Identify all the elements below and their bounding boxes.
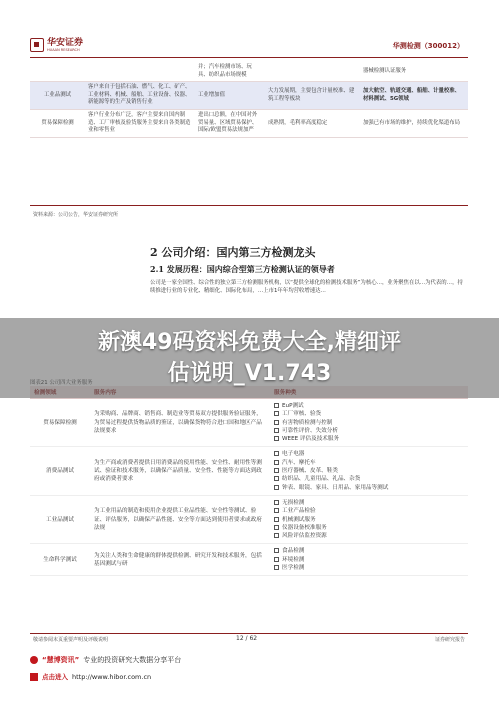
service-type-label: 风险评估监控资源 bbox=[282, 533, 327, 540]
checkbox-icon bbox=[274, 420, 279, 425]
service-type-label: 机械测试服务 bbox=[282, 516, 316, 523]
service-row bbox=[30, 544, 468, 576]
checkbox-icon bbox=[274, 451, 279, 456]
service-type-label: 医疗器械、皮革、鞋类 bbox=[282, 468, 338, 475]
page-header bbox=[30, 38, 468, 58]
checkbox-icon bbox=[274, 476, 279, 481]
service-type-label: 电子电器 bbox=[282, 451, 305, 458]
click-icon bbox=[30, 673, 38, 681]
business-cell: 客户行业分布广泛，客户主要来自国内制造、工厂审核及验货服务主要来自各类制造业和零售业 bbox=[85, 109, 195, 137]
banner-line-1: 新澳49码资料免费大全,精细评 bbox=[98, 330, 401, 355]
business-row bbox=[30, 82, 468, 110]
business-cell: 贸易保障检测 bbox=[30, 109, 85, 137]
service-type-item bbox=[274, 475, 464, 483]
service-type-item bbox=[274, 419, 464, 427]
checkbox-icon bbox=[274, 525, 279, 530]
business-cell: 并；汽车检测市场、玩具、纺织品市场规模 bbox=[195, 62, 265, 82]
checkbox-icon bbox=[274, 565, 279, 570]
service-row bbox=[30, 447, 468, 495]
business-cell bbox=[265, 62, 360, 82]
service-types bbox=[270, 399, 468, 447]
service-type-label: 无损检测 bbox=[282, 499, 305, 506]
service-description: 为生产商或消费者提供日用消费品的使用性能、安全性、耐用性等测试、验证和技术服务，以确保产品质量、安全性、性能等方面达到政府或消费者要求 bbox=[90, 447, 270, 495]
service-type-item bbox=[274, 459, 464, 467]
service-type-label: 纺织品、儿童用品、礼品、杂货 bbox=[282, 476, 361, 483]
footer-disclaimer: 敬请参阅末页重要声明及评级说明 bbox=[33, 637, 109, 643]
business-cell: 成熟期，毛利率高度稳定 bbox=[265, 109, 360, 137]
logo-name: 华安证券 bbox=[47, 37, 84, 48]
banner-title[interactable] bbox=[0, 327, 499, 389]
services-table bbox=[30, 386, 468, 576]
service-description: 为关注人类和生命健康的群体提供检测、研究开发和技术服务，包括基因测试与研 bbox=[90, 544, 270, 576]
intro-paragraph: 公司是一家全国性、综合性的独立第三方检测服务机构，以“提供全球化的检测技术服务”为核心…，业务聚焦在以…为代表的…，持续推进行业的专业化、精细化、国际化布局，…上市1年年均营收增速达… bbox=[150, 280, 463, 294]
service-types bbox=[270, 495, 468, 543]
service-type-item bbox=[274, 564, 464, 572]
service-type-label: 仪器设备校准服务 bbox=[282, 524, 327, 531]
checkbox-icon bbox=[274, 500, 279, 505]
business-cell: 工业增加值 bbox=[195, 82, 265, 110]
service-description: 为采购商、品牌商、销售商、制造业等贸易双方提供服务验证服务，为贸易过程提供货物品质的鉴证，以确保货物符合进口国和地区产品法规要求 bbox=[90, 399, 270, 447]
service-row bbox=[30, 495, 468, 543]
service-description: 为工业用品的制造和使用企业提供工业品性能、安全性等测试、验证、评估服务，以确保产品性能、安全等方面达到使用者要求或政府法规 bbox=[90, 495, 270, 543]
business-row bbox=[30, 109, 468, 137]
platform-url[interactable]: http://www.hibor.com.cn bbox=[72, 672, 152, 681]
service-type-label: 医学检测 bbox=[282, 565, 305, 572]
checkbox-icon bbox=[274, 428, 279, 433]
service-type-item bbox=[274, 547, 464, 555]
service-type-item bbox=[274, 450, 464, 458]
page-number: 12 / 62 bbox=[236, 635, 258, 642]
service-domain: 工业品测试 bbox=[30, 495, 90, 543]
service-type-item bbox=[274, 516, 464, 524]
business-cell: 大力发展期，主要包含计量校准、建筑工程等板块 bbox=[265, 82, 360, 110]
checkbox-icon bbox=[274, 508, 279, 513]
platform-text: 专业的投资研究大数据分享平台 bbox=[83, 656, 182, 664]
service-type-label: 工业产品检验 bbox=[282, 508, 316, 515]
logo-icon bbox=[30, 38, 44, 52]
service-type-item bbox=[274, 435, 464, 443]
section-heading: 2 公司介绍：国内第三方检测龙头 bbox=[150, 246, 316, 259]
service-type-item bbox=[274, 507, 464, 515]
service-type-label: 环境检测 bbox=[282, 556, 305, 563]
service-type-label: EuP测试 bbox=[282, 403, 304, 409]
footer-label: 证券研究报告 bbox=[434, 637, 465, 643]
enter-label: 点击进入 bbox=[42, 673, 68, 681]
service-type-label: 汽车、摩托车 bbox=[282, 459, 316, 466]
service-type-item bbox=[274, 499, 464, 507]
service-row bbox=[30, 399, 468, 447]
footer-divider bbox=[30, 633, 468, 634]
logo-subtitle: HUAAN RESEARCH bbox=[47, 47, 80, 52]
checkbox-icon bbox=[274, 468, 279, 473]
service-type-item bbox=[274, 467, 464, 475]
business-cell: 器械检测认证服务 bbox=[360, 62, 468, 82]
business-cell: 进出口总额，在中国对外贸易量、区域贸易保护、国际/欧盟贸易法规加严 bbox=[195, 109, 265, 137]
service-type-item bbox=[274, 484, 464, 492]
service-types bbox=[270, 447, 468, 495]
platform-banner[interactable] bbox=[30, 655, 181, 665]
subsection-heading: 2.1 发展历程：国内综合型第三方检测认证的领导者 bbox=[150, 264, 335, 274]
checkbox-icon bbox=[274, 533, 279, 538]
service-type-item bbox=[274, 427, 464, 435]
brand-logo bbox=[30, 38, 83, 52]
business-cell: 加大航空、轨道交通、船舶、计量校准、材料测试、5G领域 bbox=[360, 82, 468, 110]
business-cell bbox=[30, 62, 85, 82]
report-title: 华测检测（300012） bbox=[392, 42, 464, 50]
service-type-item bbox=[274, 532, 464, 540]
service-type-item bbox=[274, 410, 464, 418]
platform-brand: “慧博资讯” bbox=[42, 656, 80, 664]
checkbox-icon bbox=[274, 436, 279, 441]
service-type-label: WEEE 评估及技术服务 bbox=[282, 436, 340, 443]
service-type-label: 钟表、眼镜、家具、日用品、家用品等测试 bbox=[282, 484, 389, 491]
divider bbox=[30, 205, 468, 206]
service-type-label: 可靠性评价、失效分析 bbox=[282, 427, 338, 434]
service-type-item bbox=[274, 524, 464, 532]
service-type-item bbox=[274, 556, 464, 564]
business-table bbox=[30, 62, 468, 138]
checkbox-icon bbox=[274, 411, 279, 416]
checkbox-icon bbox=[274, 485, 279, 490]
source-note: 资料来源：公司公告，华安证券研究所 bbox=[33, 212, 119, 218]
business-row bbox=[30, 62, 468, 82]
checkbox-icon bbox=[274, 403, 279, 408]
platform-link[interactable] bbox=[30, 672, 151, 681]
business-cell: 客户来自于包括石油、燃气、化工、矿产、工业材料、机械、船舶、工业设备、仪器、新能源等的生产及销售行业 bbox=[85, 82, 195, 110]
service-domain: 贸易保障检测 bbox=[30, 399, 90, 447]
checkbox-icon bbox=[274, 460, 279, 465]
service-domain: 生命科学测试 bbox=[30, 544, 90, 576]
checkbox-icon bbox=[274, 557, 279, 562]
hibor-logo-icon bbox=[30, 656, 38, 664]
business-cell: 加强已有市场的维护，持续优化渠道布局 bbox=[360, 109, 468, 137]
service-type-label: 工厂审核、验货 bbox=[282, 411, 322, 418]
business-cell: 工业品测试 bbox=[30, 82, 85, 110]
banner-line-2: 估说明_V1.743 bbox=[167, 361, 332, 386]
service-type-label: 有害物质检测与控制 bbox=[282, 419, 333, 426]
checkbox-icon bbox=[274, 517, 279, 522]
checkbox-icon bbox=[274, 548, 279, 553]
service-type-item bbox=[274, 402, 464, 410]
service-domain: 消费品测试 bbox=[30, 447, 90, 495]
service-type-label: 食品检测 bbox=[282, 548, 305, 555]
service-types bbox=[270, 544, 468, 576]
business-cell bbox=[85, 62, 195, 82]
